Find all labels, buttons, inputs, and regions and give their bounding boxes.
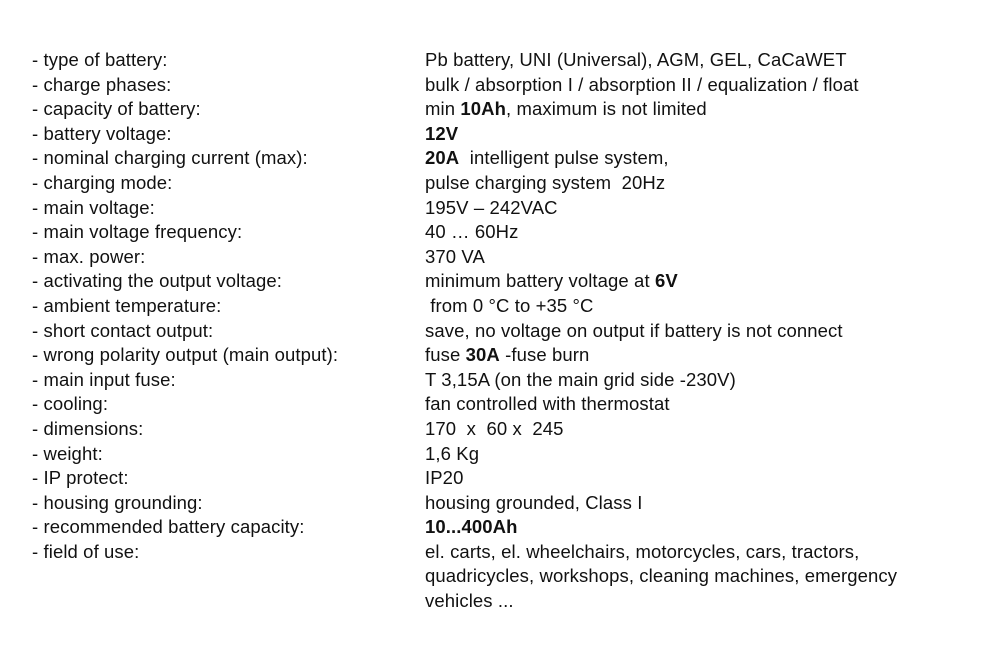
spec-value	[425, 196, 982, 221]
spec-value-text: pulse charging system 20Hz	[425, 171, 666, 193]
spec-row	[32, 540, 982, 614]
spec-label: - weight:	[32, 442, 103, 464]
spec-value-text: -fuse burn	[499, 344, 590, 366]
spec-value	[425, 73, 982, 98]
spec-value-emphasis: 12V	[425, 122, 459, 144]
spec-row	[32, 171, 982, 196]
spec-row	[32, 417, 982, 442]
spec-value-text: Pb battery, UNI (Universal), AGM, GEL, CaCaWET	[425, 49, 847, 70]
spec-value	[425, 171, 982, 196]
spec-value	[425, 319, 982, 344]
spec-label: - wrong polarity output (main output):	[32, 344, 339, 366]
spec-label: - housing grounding:	[32, 491, 203, 513]
spec-label: - main input fuse:	[32, 368, 176, 390]
spec-value-text: fan controlled with thermostat	[425, 393, 670, 415]
spec-label: - ambient temperature:	[32, 294, 222, 316]
spec-value-text: el. carts, el. wheelchairs, motorcycles, cars, tractors, quadricycles, workshops, cleaning machines, emergency vehicles ...	[425, 540, 898, 612]
spec-value	[425, 269, 982, 294]
spec-value-text: bulk / absorption I / absorption II / equalization / float	[425, 73, 859, 95]
spec-value	[425, 368, 982, 393]
spec-label: - IP protect:	[32, 467, 129, 489]
spec-row	[32, 368, 982, 393]
spec-row	[32, 319, 982, 344]
spec-value-text: 195V – 242VAC	[425, 196, 558, 218]
spec-row	[32, 220, 982, 245]
spec-label: - max. power:	[32, 245, 146, 267]
spec-row	[32, 392, 982, 417]
spec-value-text: save, no voltage on output if battery is not connect	[425, 319, 843, 341]
spec-value	[425, 466, 982, 491]
spec-label: - field of use:	[32, 540, 140, 562]
spec-label: - charging mode:	[32, 171, 173, 193]
spec-value	[425, 48, 982, 73]
spec-value-emphasis: 6V	[654, 270, 678, 292]
spec-label: - activating the output voltage:	[32, 270, 283, 292]
spec-value	[425, 122, 982, 147]
spec-label: - battery voltage:	[32, 122, 172, 144]
spec-value-text: 1,6 Kg	[425, 442, 480, 464]
spec-list	[32, 48, 982, 614]
spec-value	[425, 294, 982, 319]
spec-value-emphasis: 10Ah	[460, 98, 506, 120]
spec-value-text: 40 … 60Hz	[425, 221, 519, 243]
spec-row	[32, 48, 982, 73]
spec-label: - short contact output:	[32, 319, 214, 341]
spec-value-text: intelligent pulse system,	[459, 147, 669, 169]
spec-value	[425, 515, 982, 540]
spec-value-emphasis: 30A	[465, 344, 500, 366]
spec-label: - cooling:	[32, 393, 109, 415]
spec-value-text: fuse	[425, 344, 466, 366]
spec-value	[425, 97, 982, 122]
spec-value	[425, 417, 982, 442]
spec-value-emphasis: 20A	[425, 147, 460, 169]
spec-value	[425, 442, 982, 467]
spec-value-text: from 0 °C to +35 °C	[425, 294, 594, 316]
spec-row	[32, 245, 982, 270]
spec-value-text: T 3,15A (on the main grid side -230V)	[425, 368, 736, 390]
spec-label: - charge phases:	[32, 73, 172, 95]
spec-value	[425, 220, 982, 245]
spec-label: - nominal charging current (max):	[32, 147, 308, 169]
spec-value	[425, 491, 982, 516]
spec-value-text: minimum battery voltage at	[425, 270, 655, 292]
spec-value	[425, 392, 982, 417]
spec-row	[32, 294, 982, 319]
spec-label: - main voltage:	[32, 196, 155, 218]
spec-value-text: IP20	[425, 467, 464, 489]
spec-row	[32, 122, 982, 147]
spec-value-text: min	[425, 98, 461, 120]
spec-value	[425, 343, 982, 368]
spec-row	[32, 466, 982, 491]
spec-value-text: , maximum is not limited	[506, 98, 707, 120]
spec-value	[425, 245, 982, 270]
spec-label: - recommended battery capacity:	[32, 516, 305, 538]
spec-row	[32, 73, 982, 98]
spec-label: - dimensions:	[32, 417, 144, 439]
spec-row	[32, 343, 982, 368]
spec-value-emphasis: 10...400Ah	[425, 516, 518, 538]
spec-row	[32, 146, 982, 171]
spec-label: - main voltage frequency:	[32, 221, 243, 243]
spec-row	[32, 97, 982, 122]
spec-value	[425, 540, 982, 614]
spec-value	[425, 146, 982, 171]
spec-value-text: 370 VA	[425, 245, 485, 267]
spec-label: - type of battery:	[32, 49, 168, 70]
spec-row	[32, 196, 982, 221]
spec-row	[32, 269, 982, 294]
spec-row	[32, 515, 982, 540]
spec-value-text: housing grounded, Class I	[425, 491, 643, 513]
spec-row	[32, 491, 982, 516]
spec-row	[32, 442, 982, 467]
spec-value-text: 170 x 60 x 245	[425, 417, 564, 439]
spec-label: - capacity of battery:	[32, 98, 201, 120]
